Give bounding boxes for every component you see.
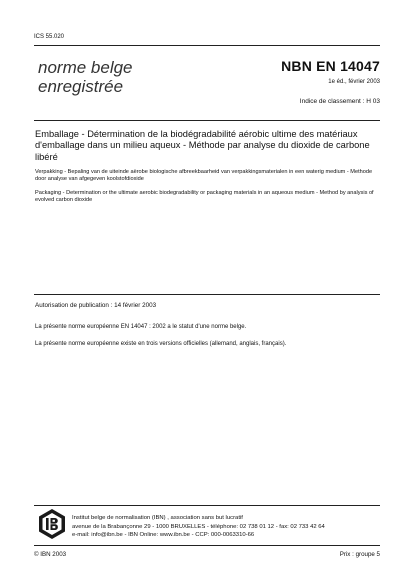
institute-info bbox=[72, 514, 382, 540]
versions-statement: La présente norme européenne existe en trois versions officielles (allemand, anglais, français). bbox=[35, 341, 287, 347]
french-title: Emballage - Détermination de la biodégradabilité aérobic ultime des matériaux d'emballage dans un milieu aqueux - Méthode par analyse du dioxide de carbone libéré bbox=[35, 129, 370, 162]
english-title: Packaging - Determination or the ultimate aerobic biodegradability or packaging materials in an aqueous medium - Method by analysis of evolved carbon dioxide bbox=[35, 190, 374, 204]
norm-type-line1: norme belge bbox=[38, 58, 133, 77]
title-rule bbox=[34, 120, 380, 121]
copyright: © IBN 2003 bbox=[34, 551, 67, 558]
dutch-title: Verpakking - Bepaling van de uiteinde aërobe biologische afbreekbaarheid van verpakkingsmaterialen in een waterig medium - Methode door analyse van afgegeven koolstofdioxide bbox=[35, 169, 373, 183]
norm-type-title bbox=[38, 58, 133, 96]
status-statement: La présente norme européenne EN 14047 : 2002 a le statut d'une norme belge. bbox=[35, 324, 247, 330]
ics-code: ICS 55.020 bbox=[34, 34, 65, 40]
top-rule bbox=[34, 45, 380, 46]
institute-contact: e-mail: info@ibn.be - IBN Online: www.ibn.be - CCP: 000-0063310-66 bbox=[72, 532, 255, 539]
standard-number: NBN EN 14047 bbox=[281, 58, 380, 74]
ibn-logo bbox=[38, 508, 66, 540]
edition-date: 1e éd., février 2003 bbox=[328, 79, 380, 85]
institute-address: avenue de la Brabançonne 29 - 1000 BRUXELLES - téléphone: 02 738 01 12 - fax: 02 733 42 64 bbox=[72, 523, 325, 530]
institute-rule bbox=[34, 505, 380, 506]
institute-name: Institut belge de normalisation (IBN) , association sans but lucratif bbox=[72, 515, 243, 521]
classification-index: Indice de classement : H 03 bbox=[299, 98, 380, 105]
footer-rule bbox=[34, 545, 380, 546]
publication-rule bbox=[34, 294, 380, 295]
publication-date: Autorisation de publication : 14 février 2003 bbox=[35, 302, 157, 309]
price-group: Prix : groupe 5 bbox=[339, 551, 380, 558]
norm-type-line2: enregistrée bbox=[38, 77, 124, 96]
